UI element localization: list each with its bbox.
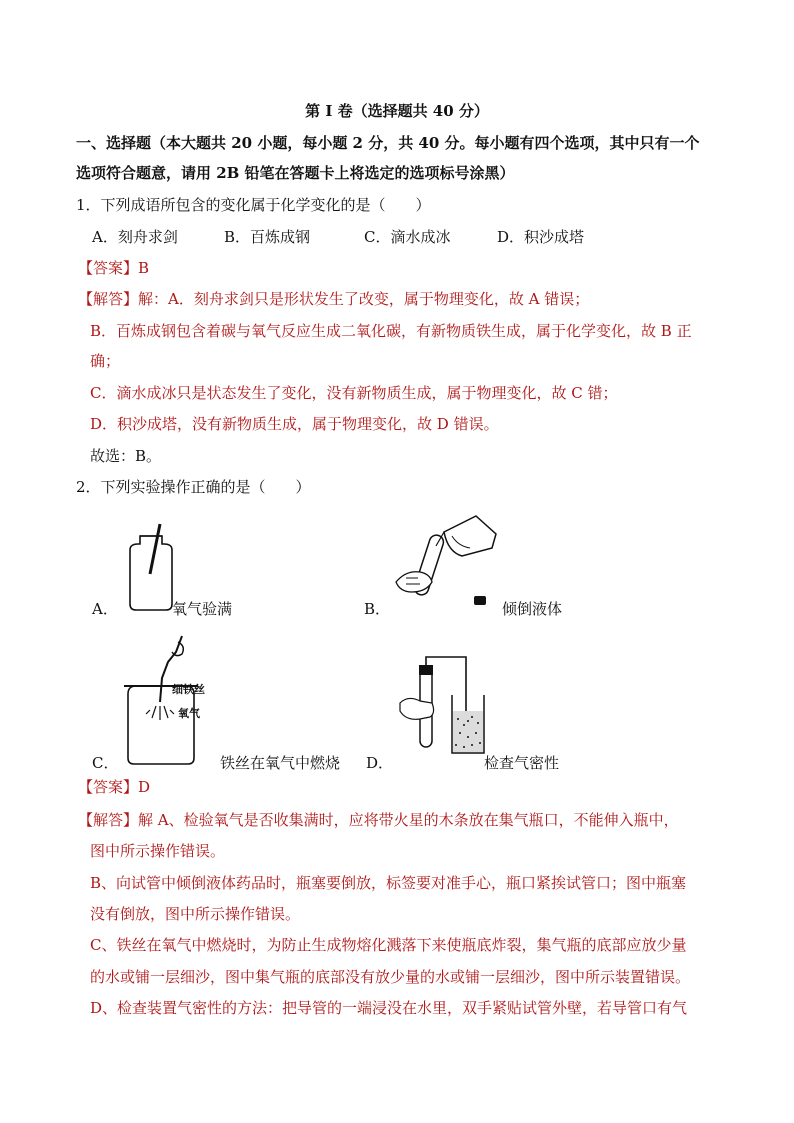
q1-answer-value: B <box>138 259 150 277</box>
q1-option-a: A．刻舟求剑 <box>92 228 178 246</box>
q2-option-a-caption: 氧气验满 <box>172 600 233 618</box>
q2-option-a-letter: A． <box>92 600 118 618</box>
q1-conclusion: 故选：B。 <box>90 447 162 465</box>
section-header-line2: 选项符合题意，请用 2B 铅笔在答题卡上将选定的选项标号涂黑） <box>76 164 515 182</box>
pouring-liquid-figure <box>392 512 502 608</box>
q1-answer <box>78 257 149 279</box>
q2-option-b-caption: 倾倒液体 <box>502 600 563 618</box>
q1-explain-line4: C．滴水成冰只是状态发生了变化，没有新物质生成，属于物理变化，故 C 错； <box>90 384 618 402</box>
airtightness-check-figure <box>396 655 488 761</box>
oxygen-full-check-figure <box>122 522 178 612</box>
section-header-line1: 一、选择题（本大题共 20 小题，每小题 2 分，共 40 分。每小题有四个选项，其中只有一个 <box>76 134 700 152</box>
q2-explain-line2: 图中所示操作错误。 <box>90 842 226 860</box>
q2-option-d-caption: 检查气密性 <box>484 754 560 772</box>
q1-explain-line2: B．百炼成钢包含着碳与氧气反应生成二氧化碳，有新物质铁生成，属于化学变化，故 B 正 <box>90 322 692 340</box>
q1-explain-line3: 确； <box>90 352 121 370</box>
q2-explain-line5: C、铁丝在氧气中燃烧时，为防止生成物熔化溅落下来使瓶底炸裂，集气瓶的底部应放少量 <box>90 936 687 954</box>
q1-explain-line5: D．积沙成塔，没有新物质生成，属于物理变化，故 D 错误。 <box>90 415 499 433</box>
q1-option-c: C．滴水成冰 <box>364 228 451 246</box>
q2-explain-line4: 没有倒放，图中所示操作错误。 <box>90 905 301 923</box>
q2-explain-line7: D、检查装置气密性的方法：把导管的一端浸没在水里，双手紧贴试管外壁，若导管口有气 <box>90 999 688 1017</box>
q2-answer-label: 【答案】 <box>78 778 139 796</box>
q2-explain-label: 【解答】 <box>78 811 139 829</box>
q2-explain-line6: 的水或铺一层细沙，图中集气瓶的底部没有放少量的水或铺一层细沙，图中所示装置错误。 <box>90 968 691 986</box>
q2-explain-line3: B、向试管中倾倒液体药品时，瓶塞要倒放，标签要对准手心，瓶口紧挨试管口；图中瓶塞 <box>90 874 687 892</box>
iron-wire-burning-figure <box>120 632 230 768</box>
q1-option-b: B．百炼成钢 <box>224 228 311 246</box>
q2-option-d-letter: D． <box>366 754 394 772</box>
q1-explain-line1: 【解答】解：A．刻舟求剑只是形状发生了改变，属于物理变化，故 A 错误； <box>78 290 590 308</box>
q2-stem: 2．下列实验操作正确的是（ ） <box>76 478 311 496</box>
oxygen-label: 氧气 <box>178 707 200 720</box>
q1-stem: 1．下列成语所包含的变化属于化学变化的是（ ） <box>76 196 431 214</box>
q1-explain-label: 【解答】 <box>78 290 139 308</box>
q2-answer <box>78 776 150 798</box>
q1-option-d: D．积沙成塔 <box>497 228 585 246</box>
q1-answer-label: 【答案】 <box>78 259 139 277</box>
q2-option-c-letter: C． <box>92 754 119 772</box>
iron-wire-label: 细铁丝 <box>172 683 205 696</box>
q2-option-c-caption: 铁丝在氧气中燃烧 <box>220 754 341 772</box>
q2-option-b-letter: B． <box>364 600 391 618</box>
q2-explain-line1: 【解答】解 A、检验氧气是否收集满时，应将带火星的木条放在集气瓶口，不能伸入瓶中， <box>78 811 679 829</box>
q2-answer-value: D <box>138 778 151 796</box>
section-title: 第 I 卷（选择题共 40 分） <box>305 102 489 120</box>
